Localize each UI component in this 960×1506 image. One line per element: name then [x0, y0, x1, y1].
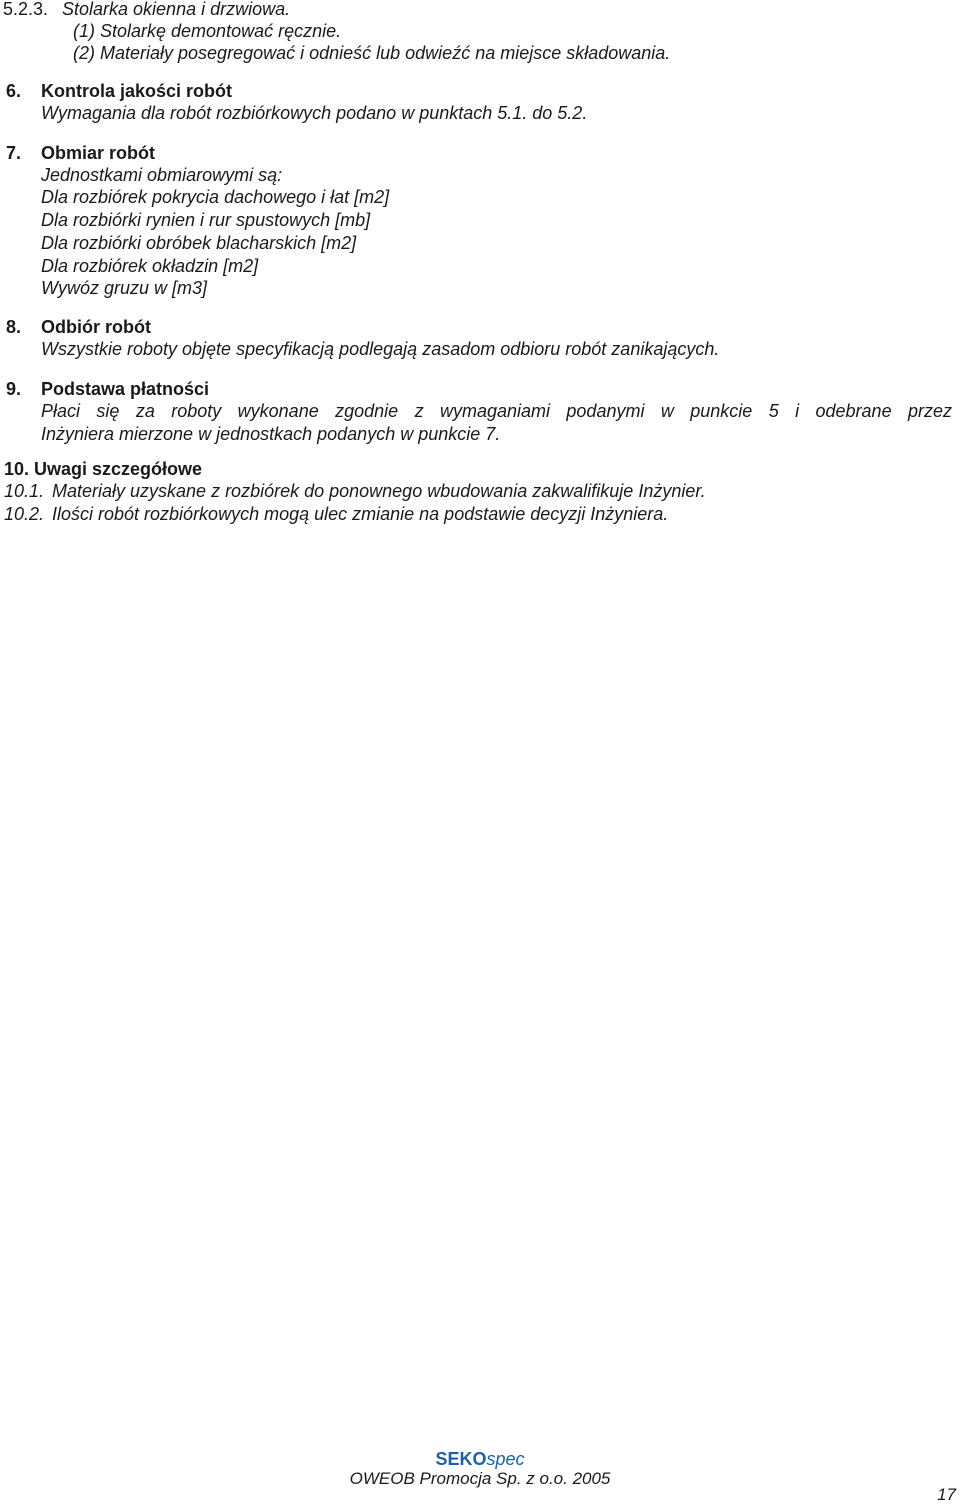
section-number: 5.2.3.	[3, 0, 49, 19]
page-number: 17	[937, 1485, 956, 1504]
brand-name-italic: spec	[486, 1449, 525, 1469]
section-title: Kontrola jakości robót	[41, 81, 233, 101]
brand-name-bold: SEKO	[435, 1449, 487, 1469]
subsection-text: Materiały uzyskane z rozbiórek do ponownego wbudowania zakwalifikuje Inżynier.	[52, 481, 706, 501]
subsection-text: Ilości robót rozbiórkowych mogą ulec zmianie na podstawie decyzji Inżyniera.	[52, 504, 669, 524]
section-number: 6.	[6, 81, 22, 101]
subsection-number: 10.1.	[4, 481, 45, 501]
footer-company: OWEOB Promocja Sp. z o.o. 2005	[349, 1469, 611, 1488]
section-title: Podstawa płatności	[41, 379, 210, 399]
section-number: 10.	[4, 459, 30, 479]
section-title: Uwagi szczegółowe	[34, 459, 203, 479]
section-9-body-line-1: Płaci się za roboty wykonane zgodnie z wymaganiami podanymi w punkcie 5 i odebrane przez	[41, 401, 952, 421]
section-title: Obmiar robót	[41, 143, 156, 163]
subsection-number: 10.2.	[4, 504, 45, 524]
footer-brand-logo	[0, 1448, 960, 1470]
section-title: Odbiór robót	[41, 317, 151, 337]
section-number: 9.	[6, 379, 22, 399]
section-number: 8.	[6, 317, 22, 337]
section-title: Stolarka okienna i drzwiowa.	[62, 0, 291, 19]
section-number: 7.	[6, 143, 22, 163]
